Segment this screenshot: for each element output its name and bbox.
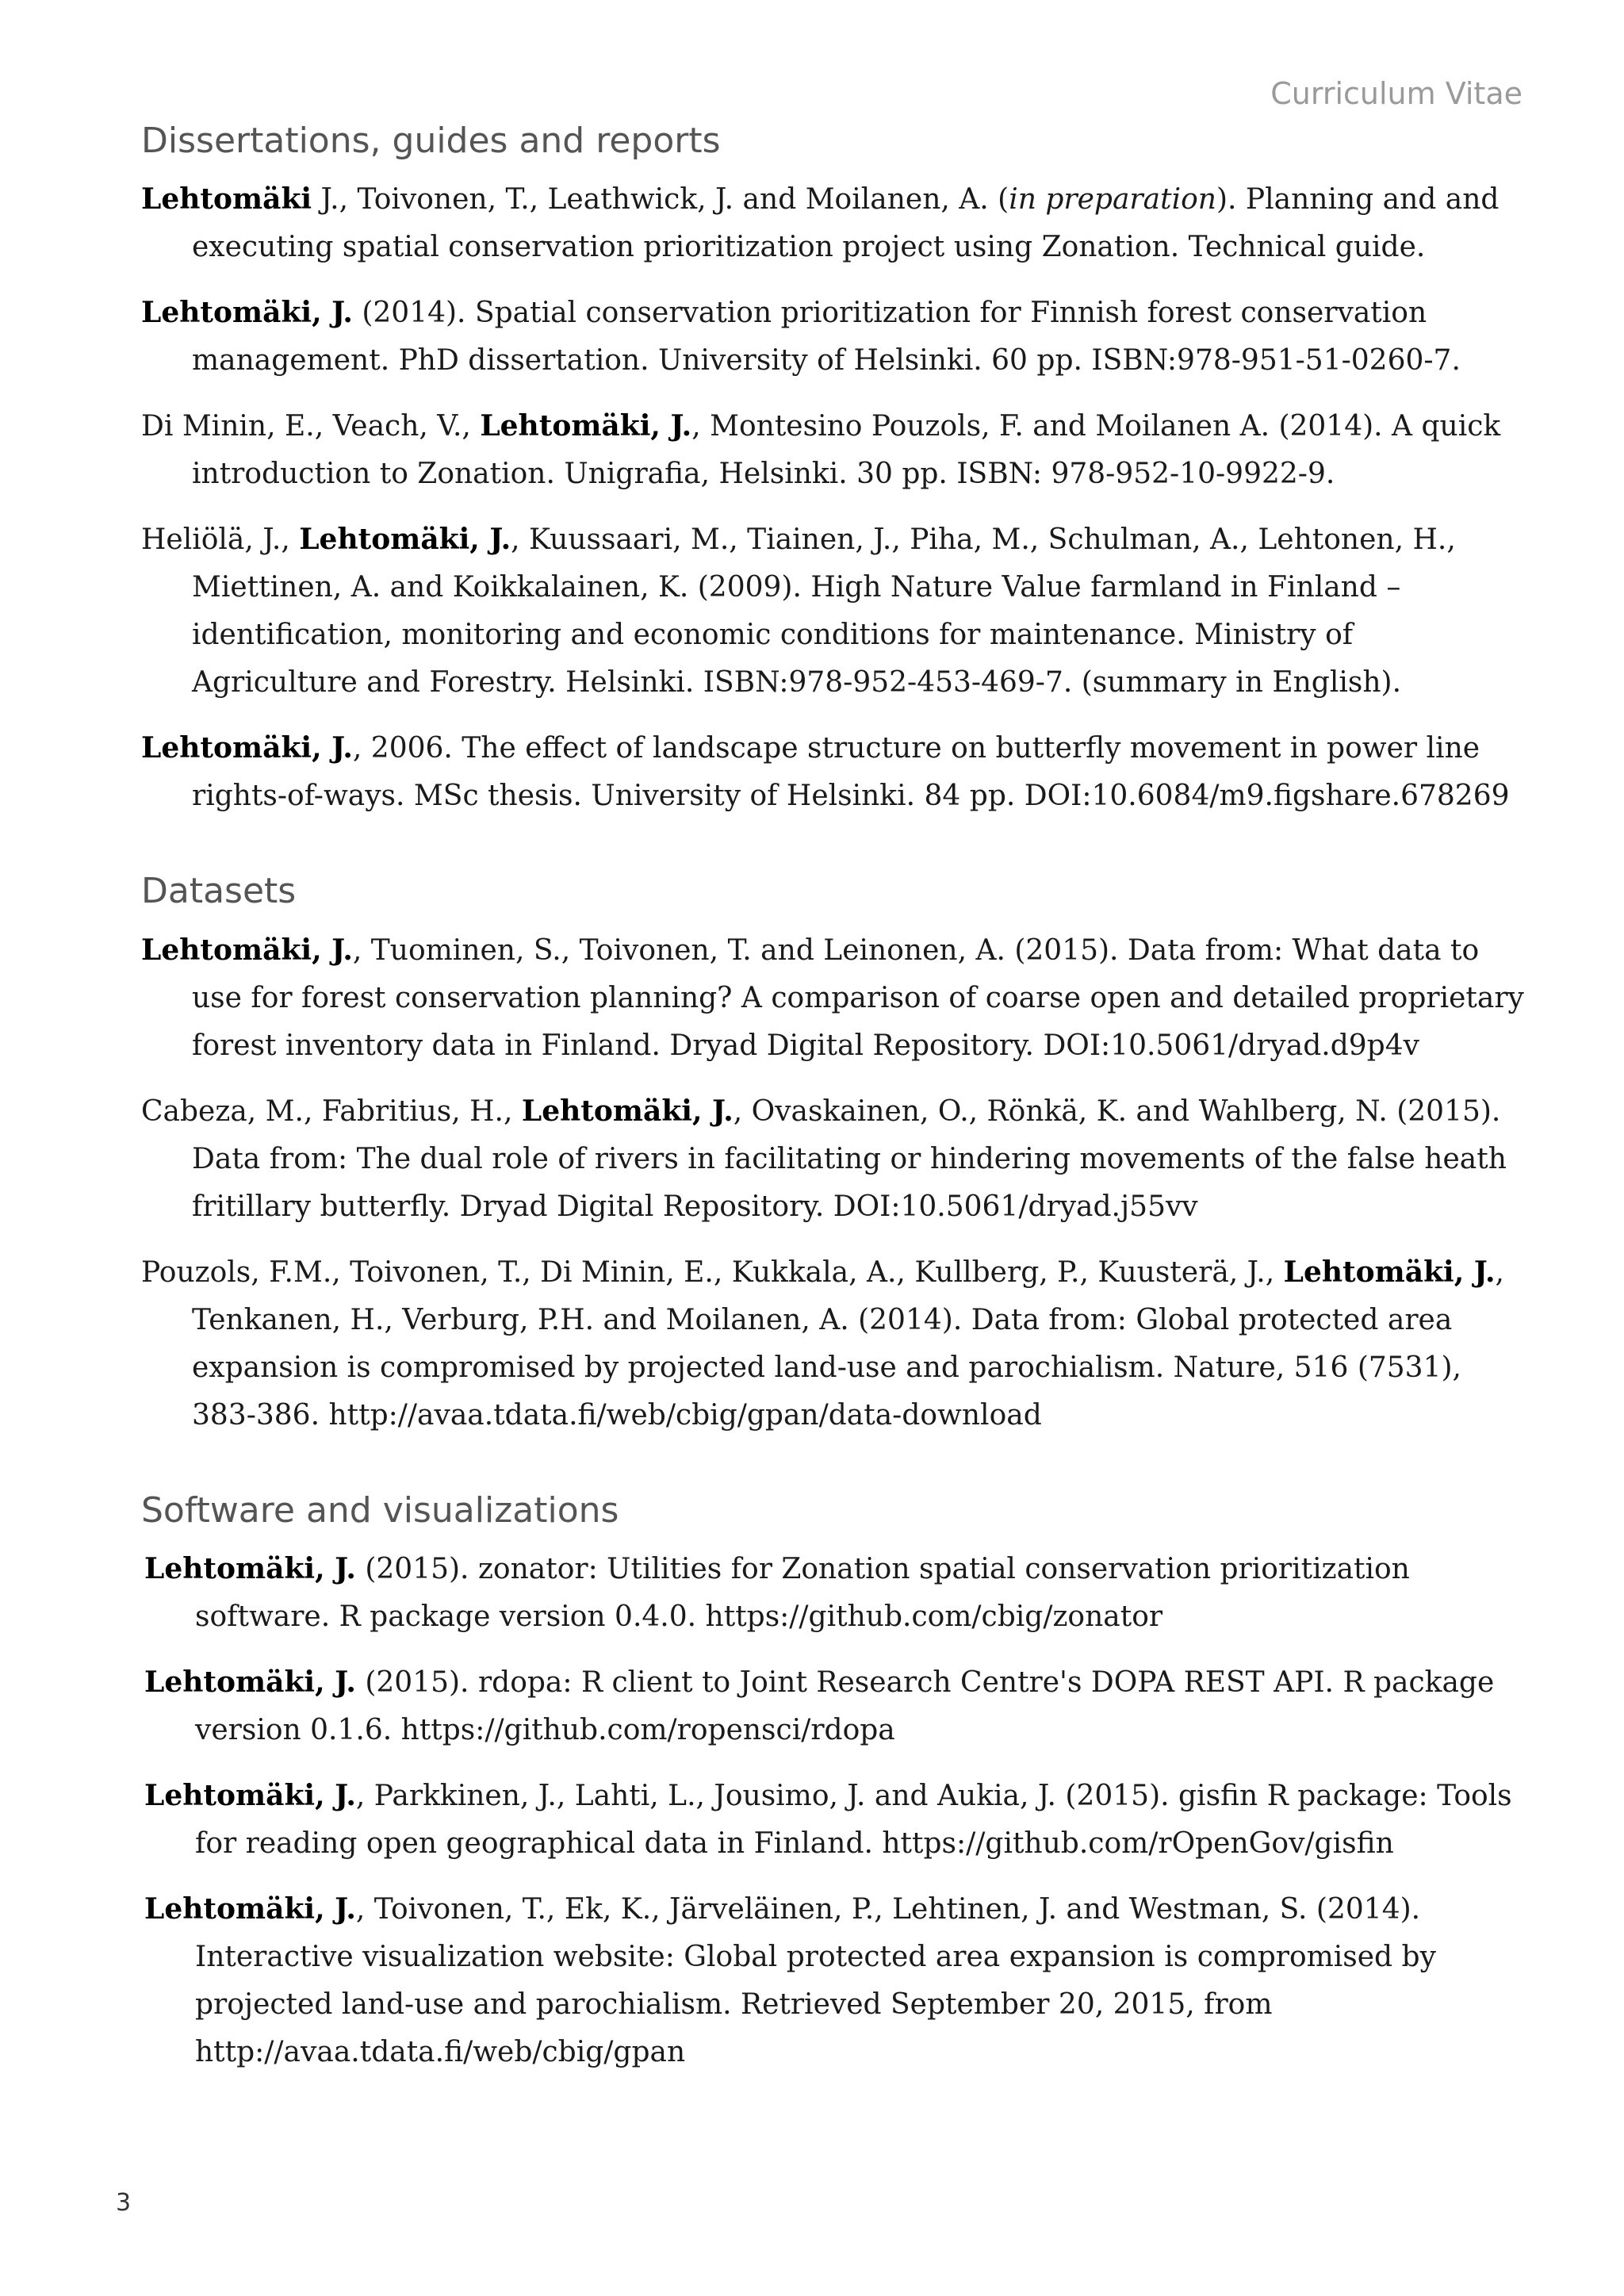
author-highlight: Lehtomäki, J. (144, 1892, 356, 1926)
entry-list (141, 175, 1525, 820)
section-datasets (141, 868, 1525, 1439)
page-number: 3 (116, 2189, 132, 2217)
reference-entry (141, 175, 1525, 271)
reference-entry (141, 1087, 1525, 1231)
cv-content (141, 117, 1525, 2094)
entry-list (141, 926, 1525, 1439)
reference-entry (141, 1248, 1525, 1439)
reference-text: J., Toivonen, T., Leathwick, J. and Moilanen, A. ( (312, 183, 1009, 217)
reference-entry (141, 724, 1525, 820)
reference-entry (141, 516, 1525, 707)
author-highlight: Lehtomäki, J. (1283, 1255, 1496, 1289)
reference-entry (144, 1545, 1525, 1641)
section-title: Dissertations, guides and reports (141, 121, 721, 161)
reference-entry (144, 1772, 1525, 1868)
reference-text: Di Minin, E., Veach, V., (141, 410, 481, 443)
entry-list (141, 1545, 1525, 2076)
reference-text: , Kuussaari, M., Tiainen, J., Piha, M., Schulman, A., Lehtonen, H., Miettinen, A. and Koikkalainen, K. (2009). High Nature Value farmland in Finland – identification, monitoring and economic conditions for maintenance. Ministry of Agriculture and Forestry. Helsinki. ISBN:978-952-453-469-7. (summary in English). (192, 523, 1456, 700)
reference-text: , Tenkanen, H., Verburg, P.H. and Moilanen, A. (2014). Data from: Global protected area expansion is compromised by projected land-use and parochialism. Nature, 516 (7531), 383-386. http://avaa.tdata.fi/web/cbig/gpan/data-download (192, 1255, 1504, 1432)
author-highlight: Lehtomäki, J. (480, 409, 692, 443)
reference-text: (2014). Spatial conservation prioritization for Finnish forest conservation management. PhD dissertation. University of Helsinki. 60 pp. ISBN:978-951-51-0260-7. (192, 297, 1461, 378)
author-highlight: Lehtomäki, J. (141, 731, 353, 765)
reference-text: , Montesino Pouzols, F. and Moilanen A. (2014). A quick introduction to Zonation. Unigrafia, Helsinki. 30 pp. ISBN: 978-952-10-9922-9. (192, 410, 1501, 491)
reference-text: , Parkkinen, J., Lahti, L., Jousimo, J. and Aukia, J. (2015). gisfin R package: Tools for reading open geographical data in Finland. https://github.com/rOpenGov/gisfin (195, 1780, 1512, 1861)
reference-text: , Toivonen, T., Ek, K., Järveläinen, P., Lehtinen, J. and Westman, S. (2014). Interactive visualization website: Global protected area expansion is compromised by projected land-use and parochialism. Retrieved September 20, 2015, from http://avaa.tdata.fi/web/cbig/gpan (195, 1893, 1436, 2069)
italic-text: in preparation (1009, 183, 1216, 217)
author-highlight: Lehtomäki, J. (299, 523, 511, 557)
section-software (141, 1487, 1525, 2076)
author-highlight: Lehtomäki, J. (141, 296, 353, 330)
author-highlight: Lehtomäki, J. (141, 933, 353, 967)
page-header: Curriculum Vitae (1270, 76, 1522, 111)
reference-text: , Tuominen, S., Toivonen, T. and Leinonen, A. (2015). Data from: What data to use for forest conservation planning? A comparison of coarse open and detailed proprietary forest inventory data in Finland. Dryad Digital Repository. DOI:10.5061/dryad.d9p4v (192, 933, 1524, 1062)
reference-entry (141, 289, 1525, 385)
reference-entry (141, 402, 1525, 498)
reference-text: Pouzols, F.M., Toivonen, T., Di Minin, E., Kukkala, A., Kullberg, P., Kuusterä, J., (141, 1255, 1284, 1289)
reference-text: Cabeza, M., Fabritius, H., (141, 1094, 522, 1128)
reference-entry (141, 926, 1525, 1070)
reference-text: ). Planning and and executing spatial conservation prioritization project using Zonation. Technical guide. (192, 183, 1500, 264)
author-highlight: Lehtomäki (141, 182, 312, 217)
reference-text: , Ovaskainen, O., Rönkä, K. and Wahlberg, N. (2015). Data from: The dual role of rivers in facilitating or hindering movements of the false heath fritillary butterfly. Dryad Digital Repository. DOI:10.5061/dryad.j55vv (192, 1094, 1507, 1223)
reference-text: , 2006. The effect of landscape structure on butterfly movement in power line rights-of-ways. MSc thesis. University of Helsinki. 84 pp. DOI:10.6084/m9.figshare.678269 (192, 732, 1510, 813)
section-dissertations (141, 117, 1525, 820)
author-highlight: Lehtomäki, J. (144, 1552, 356, 1586)
author-highlight: Lehtomäki, J. (144, 1665, 356, 1700)
reference-text: Heliölä, J., (141, 523, 300, 557)
reference-text: (2015). rdopa: R client to Joint Research Centre's DOPA REST API. R package version 0.1.6. https://github.com/ropensci/rdopa (195, 1666, 1495, 1747)
reference-text: (2015). zonator: Utilities for Zonation spatial conservation prioritization software. R package version 0.4.0. https://github.com/cbig/zonator (195, 1553, 1410, 1634)
section-title: Datasets (141, 871, 297, 912)
reference-entry (144, 1885, 1525, 2076)
section-title: Software and visualizations (141, 1489, 619, 1531)
author-highlight: Lehtomäki, J. (521, 1094, 733, 1128)
author-highlight: Lehtomäki, J. (144, 1779, 356, 1813)
reference-entry (144, 1658, 1525, 1754)
